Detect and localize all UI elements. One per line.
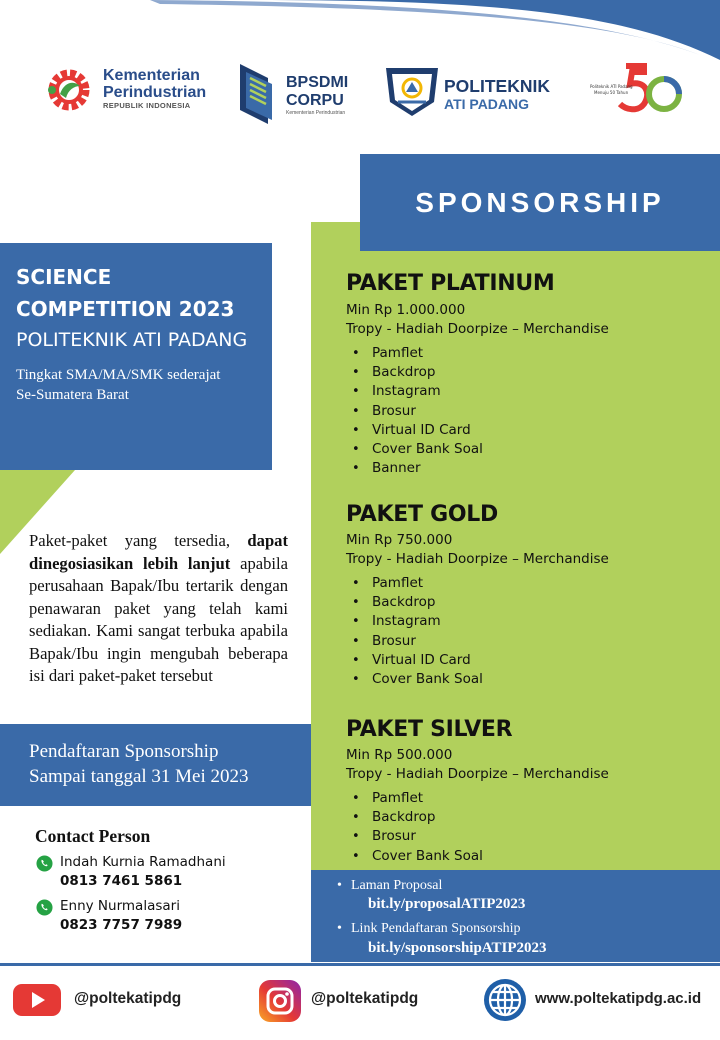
list-item: • Pamflet xyxy=(352,574,483,593)
politeknik-logo xyxy=(384,62,564,120)
title-line3: POLITEKNIK ATI PADANG xyxy=(16,329,248,351)
list-item: • Instagram xyxy=(352,382,483,401)
package-rewards: Tropy - Hadiah Doorpize – Merchandise xyxy=(346,551,609,567)
kemenperin-line1: Kementerian xyxy=(103,67,200,84)
kemenperin-logo xyxy=(40,64,210,116)
package-title-gold: PAKET GOLD xyxy=(346,502,498,527)
list-item: • Brosur xyxy=(352,402,483,421)
contact-phone[interactable]: 0823 7757 7989 xyxy=(60,917,183,933)
list-item: • Pamflet xyxy=(352,344,483,363)
contact-name: Indah Kurnia Ramadhani xyxy=(60,854,226,870)
contact-name: Enny Nurmalasari xyxy=(60,898,180,914)
registration-link-label: • Link Pendaftaran Sponsorship xyxy=(351,921,521,937)
kemenperin-line3: REPUBLIK INDONESIA xyxy=(103,101,191,110)
list-item: • Cover Bank Soal xyxy=(352,440,483,459)
package-items-silver xyxy=(352,789,483,866)
footer-divider xyxy=(0,963,720,966)
package-price: Min Rp 1.000.000 xyxy=(346,302,466,318)
title-line5: Se-Sumatera Barat xyxy=(16,387,129,403)
paragraph-part1: Paket-paket yang tersedia, xyxy=(29,531,248,550)
politeknik-emblem-icon xyxy=(384,62,440,120)
registration-line2: Sampai tanggal 31 Mei 2023 xyxy=(29,766,249,787)
package-rewards: Tropy - Hadiah Doorpize – Merchandise xyxy=(346,321,609,337)
website-link[interactable] xyxy=(483,978,713,1024)
package-price: Min Rp 500.000 xyxy=(346,747,453,763)
list-item: • Backdrop xyxy=(352,363,483,382)
package-rewards: Tropy - Hadiah Doorpize – Merchandise xyxy=(346,766,609,782)
contact-person-2 xyxy=(36,897,182,935)
list-item: • Pamflet xyxy=(352,789,483,808)
list-item: • Brosur xyxy=(352,827,483,846)
bpsdmi-logo xyxy=(238,60,358,126)
list-item: • Brosur xyxy=(352,632,483,651)
package-price: Min Rp 750.000 xyxy=(346,532,453,548)
list-item: • Instagram xyxy=(352,612,483,631)
package-title-platinum: PAKET PLATINUM xyxy=(346,271,555,296)
package-items-gold xyxy=(352,574,483,689)
gear-icon xyxy=(40,64,98,116)
bpsdmi-line3: Kementerian Perindustrian xyxy=(286,110,346,116)
registration-link[interactable]: bit.ly/sponsorshipATIP2023 xyxy=(368,940,547,956)
negotiation-paragraph xyxy=(29,530,288,688)
kemenperin-line2: Perindustrian xyxy=(103,84,207,101)
book-icon xyxy=(238,60,278,126)
list-item: • Cover Bank Soal xyxy=(352,847,483,866)
event-title-box xyxy=(0,243,272,470)
list-item: • Backdrop xyxy=(352,593,483,612)
title-line2: COMPETITION 2023 xyxy=(16,297,235,321)
fifty-caption2: Menuju 50 Tahun xyxy=(594,90,629,95)
whatsapp-icon xyxy=(36,899,53,916)
links-box xyxy=(311,870,720,962)
paragraph-bold: dapat dinegosiasikan lebih lanjut xyxy=(29,531,288,573)
list-item: • Virtual ID Card xyxy=(352,651,483,670)
header-swoosh xyxy=(0,0,720,70)
instagram-icon xyxy=(258,979,302,1023)
instagram-handle: @poltekatipdg xyxy=(311,990,419,1007)
politeknik-line1: POLITEKNIK xyxy=(444,76,550,96)
paragraph-part2: apabila perusahaan Bapak/Ibu tertarik dengan penawaran paket yang telah kami sediakan. Kami sangat terbuka apabila Bapak/Ibu ingin mengubah beberapa isi dari paket-paket tersebut xyxy=(29,553,288,685)
instagram-link[interactable] xyxy=(258,979,458,1023)
proposal-link[interactable]: bit.ly/proposalATIP2023 xyxy=(368,896,526,912)
contact-phone[interactable]: 0813 7461 5861 xyxy=(60,873,183,889)
youtube-handle: @poltekatipdg xyxy=(74,990,182,1007)
website-url: www.poltekatipdg.ac.id xyxy=(535,990,702,1007)
list-item: • Backdrop xyxy=(352,808,483,827)
bpsdmi-line2: CORPU xyxy=(286,92,344,109)
title-line1: SCIENCE xyxy=(16,265,112,289)
registration-line1: Pendaftaran Sponsorship xyxy=(29,741,219,762)
registration-box xyxy=(0,724,311,806)
anniversary-logo xyxy=(590,62,686,120)
sponsorship-heading: SPONSORSHIP xyxy=(360,154,720,251)
list-item: • Banner xyxy=(352,459,483,478)
globe-icon xyxy=(483,978,527,1022)
contact-title: Contact Person xyxy=(35,826,151,846)
list-item: • Virtual ID Card xyxy=(352,421,483,440)
title-line4: Tingkat SMA/MA/SMK sederajat xyxy=(16,367,221,383)
politeknik-line2: ATI PADANG xyxy=(444,96,530,112)
bpsdmi-line1: BPSDMI xyxy=(286,74,349,91)
package-items-platinum xyxy=(352,344,483,478)
youtube-link[interactable] xyxy=(12,981,232,1021)
contact-person-1 xyxy=(36,853,226,891)
whatsapp-icon xyxy=(36,855,53,872)
proposal-link-label: • Laman Proposal xyxy=(351,878,442,894)
fifty-caption1: Politeknik ATI Padang xyxy=(590,84,633,89)
youtube-icon xyxy=(12,981,62,1019)
package-title-silver: PAKET SILVER xyxy=(346,717,513,742)
list-item: • Cover Bank Soal xyxy=(352,670,483,689)
